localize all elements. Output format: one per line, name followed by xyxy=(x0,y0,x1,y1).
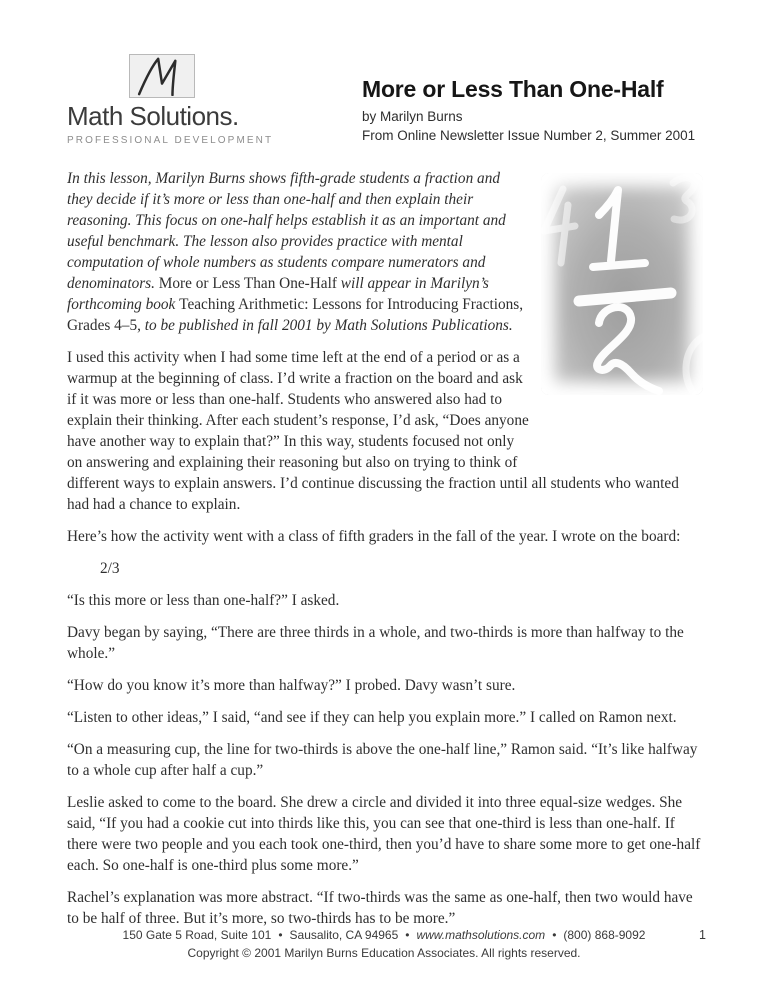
footer-contact-line xyxy=(0,928,768,942)
intro-segment: will appear in Marilyn’s forthcoming book xyxy=(67,275,489,313)
paragraph: “On a measuring cup, the line for two-thirds is above the one-half line,” Ramon said. “It’s like halfway to a whole cup after half a cup.” xyxy=(67,741,698,779)
article-body xyxy=(67,168,703,940)
page-number: 1 xyxy=(699,928,706,942)
footer-city: Sausalito, CA 94965 xyxy=(289,928,399,942)
chalkboard-figure xyxy=(541,173,703,395)
chalkboard-image xyxy=(541,173,703,395)
chalk-fraction-graphic xyxy=(541,173,703,395)
paragraph: “How do you know it’s more than halfway?” I probed. Davy wasn’t sure. xyxy=(67,677,516,694)
footer-website: www.mathsolutions.com xyxy=(416,928,546,942)
footer-copyright: Copyright © 2001 Marilyn Burns Education Associates. All rights reserved. xyxy=(187,946,581,960)
paragraph: “Listen to other ideas,” I said, “and see if they can help you explain more.” I called on Ramon next. xyxy=(67,709,677,726)
document-header xyxy=(67,54,703,154)
intro-segment: Teaching Arithmetic: Lessons for Introducing Fractions, Grades 4–5, xyxy=(67,296,524,334)
paragraph: Here’s how the activity went with a class of fifth graders in the fall of the year. I wrote on the board: xyxy=(67,528,681,545)
logo-m-icon xyxy=(129,54,195,98)
paragraph: Davy began by saying, “There are three thirds in a whole, and two-thirds is more than halfway to the whole.” xyxy=(67,624,684,662)
paragraph: I used this activity when I had some time left at the end of a period or as a warmup at the beginning of class. I’d write a fraction on the board and ask if it was more or less than one-half. Students who answered also had to explain their thinking. After each student’s response, I’d ask, “Does anyone have another way to explain that?” In this way, students focused not only on answering and explaining their reasoning but also on trying to think of different ways to explain answers. I’d continue discussing the fraction until all students who wanted had had a chance to explain. xyxy=(67,349,679,513)
footer-phone: (800) 868-9092 xyxy=(563,928,646,942)
footer-bullet: • xyxy=(405,928,410,942)
board-fraction: 2/3 xyxy=(100,560,120,577)
article-source: From Online Newsletter Issue Number 2, Summer 2001 xyxy=(362,128,696,143)
paragraph: “Is this more or less than one-half?” I asked. xyxy=(67,592,340,609)
intro-segment: More or Less Than One-Half xyxy=(158,275,341,292)
logo-wordmark: Math Solutions. xyxy=(67,101,239,131)
footer-bullet: • xyxy=(552,928,557,942)
article-title: More or Less Than One-Half xyxy=(362,76,664,102)
intro-segment: In this lesson, Marilyn Burns shows fifth-grade students a fraction and they decide if it’s more or less than one-half and then explain their reasoning. This focus on one-half helps establish it as an important and useful benchmark. The lesson also provides practice with mental computation of whole numbers as students compare numerators and denominators. xyxy=(67,170,506,292)
paragraph: Leslie asked to come to the board. She drew a circle and divided it into three equal-size wedges. She said, “If you had a cookie cut into thirds like this, you can see that one-third is less than one-half. If there were two people and you each took one-third, then you’d have to share some more to get one-half each. So one-half is one-third plus some more.” xyxy=(67,794,701,874)
intro-segment: to be published in fall 2001 by Math Solutions Publications. xyxy=(144,317,513,334)
paragraph: Rachel’s explanation was more abstract. “If two-thirds was the same as one-half, then two would have to be half of three. But it’s more, so two-thirds has to be more.” xyxy=(67,889,693,927)
article-byline: by Marilyn Burns xyxy=(362,109,463,124)
math-solutions-logo xyxy=(67,54,274,146)
hand-drawn-m-glyph xyxy=(131,56,193,96)
page-footer xyxy=(0,928,768,960)
footer-bullet: • xyxy=(278,928,283,942)
logo-tagline: PROFESSIONAL DEVELOPMENT xyxy=(67,135,274,146)
footer-address: 150 Gate 5 Road, Suite 101 xyxy=(122,928,272,942)
title-block xyxy=(362,76,695,143)
